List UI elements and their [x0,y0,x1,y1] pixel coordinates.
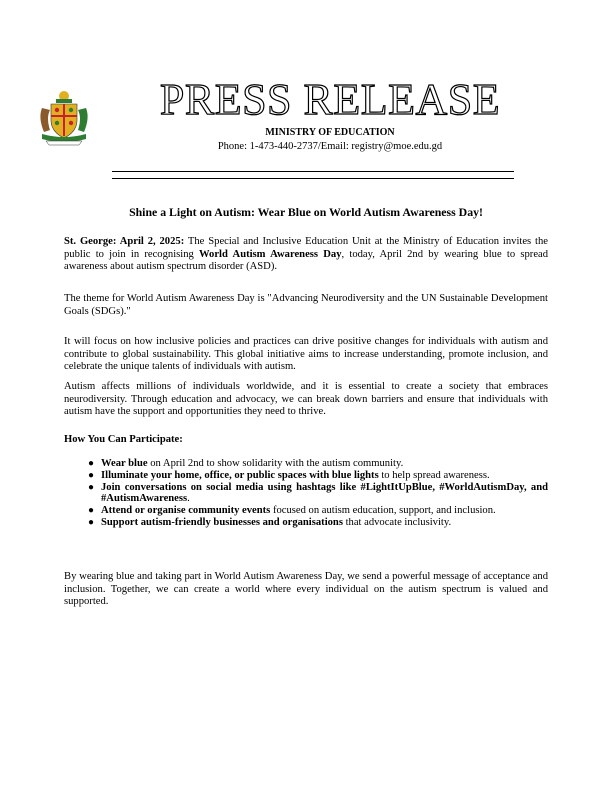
header-divider-top [112,171,514,172]
list-item [64,517,548,529]
list-item [64,458,548,470]
header-divider-bottom [112,178,514,179]
intro-bold-event: World Autism Awareness Day [199,248,342,260]
list-item [64,470,548,482]
bullet-dot-icon: ● [88,505,95,517]
participate-subhead: How You Can Participate: [64,434,183,445]
list-item-bold: Support autism-friendly businesses and organisations [101,516,343,528]
list-item-text: that advocate inclusivity. [342,516,452,528]
intro-text-a: The Special and Inclusive Education Unit at the Ministry of Education invites the public to join in recognising [64,236,548,260]
list-item-text: on April 2nd to show solidarity with the autism community. [147,458,404,469]
list-item-bold: Join conversations on social media using hashtags like #LightItUpBlue, #WorldAutismDay, and #AutismAwareness [101,481,548,505]
list-item-bold: Wear blue [101,458,148,469]
bullet-dot-icon: ● [88,458,95,469]
contact-line: Phone: 1-473-440-2737/Email: registry@moe.edu.gd [217,141,443,152]
paragraph-neurodiversity: Autism affects millions of individuals worldwide, and it is essential to create a society that embraces neurodiversity. Through education and advocacy, we can break down barriers and ensure that individuals with autism have the support and opportunities they need to thrive. [64,381,548,418]
list-item-text: focused on autism education, support, and inclusion. [270,505,496,517]
list-item [64,482,548,506]
participation-list [64,458,548,529]
bullet-dot-icon: ● [88,516,95,528]
paragraph-intro [64,236,548,274]
dateline: St. George: April 2, 2025: [64,236,185,247]
list-item-bold: Illuminate your home, office, or public spaces with blue lights [101,469,379,481]
release-headline: Shine a Light on Autism: Wear Blue on World Autism Awareness Day! [129,205,483,219]
list-item [64,505,548,517]
bullet-dot-icon: ● [88,481,95,493]
bullet-dot-icon: ● [88,469,95,481]
ministry-name: MINISTRY OF EDUCATION [265,127,395,138]
page-title: PRESS RELEASE [159,75,501,124]
paragraph-closing: By wearing blue and taking part in World Autism Awareness Day, we send a powerful message of acceptance and inclusion. Together, we can create a world where every individual on the autism spectrum is valued and supported. [64,571,548,608]
list-item-text: to help spread awareness. [378,469,490,481]
list-item-bold: Attend or organise community events [101,505,271,517]
paragraph-focus: It will focus on how inclusive policies and practices can drive positive changes for individuals with autism and contribute to global sustainability. This global initiative aims to increase understanding, promote inclusion, and celebrate the unique talents of individuals with autism. [64,336,548,373]
intro-text-b: , today, April 2nd by wearing blue to spread awareness about autism spectrum disorder (ASD). [64,248,549,273]
paragraph-theme: The theme for World Autism Awareness Day is "Advancing Neurodiversity and the UN Sustainable Development Goals (SDGs)." [64,293,548,317]
list-item-text: . [187,493,190,505]
coat-of-arms-icon [36,88,92,148]
